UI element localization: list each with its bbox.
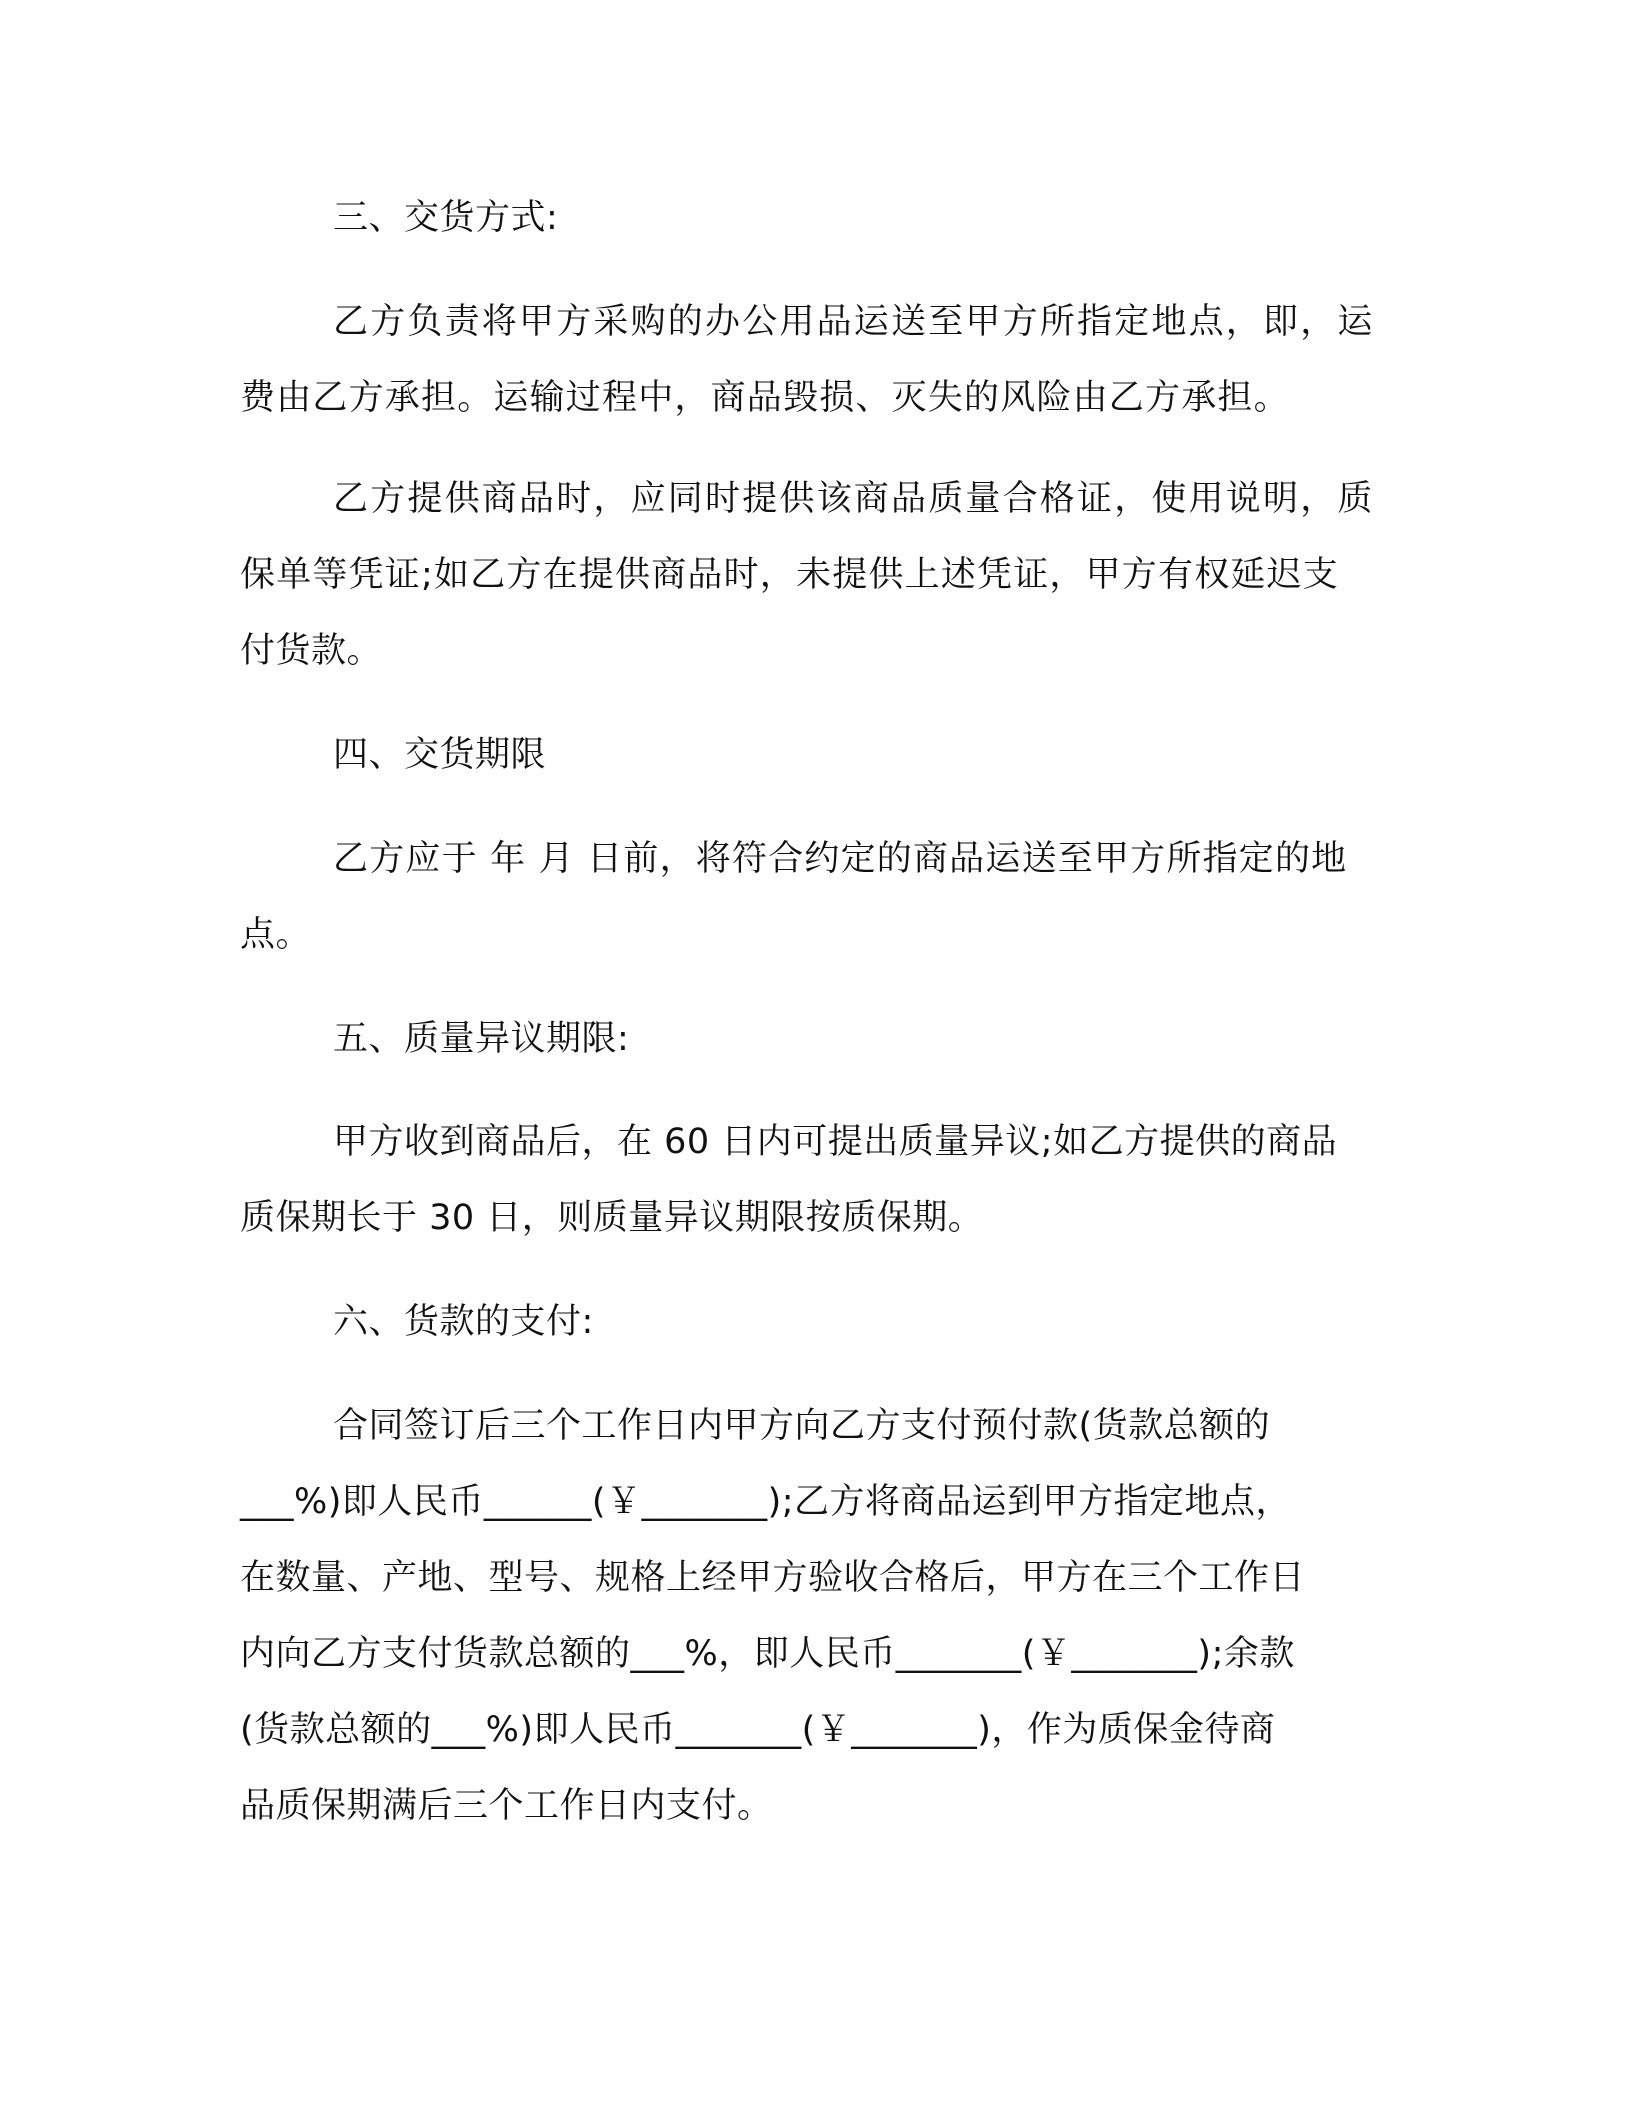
- section-3-paragraph-1-line-2: 费由乙方承担。运输过程中，商品毁损、灭失的风险由乙方承担。: [240, 378, 1290, 418]
- section-3-paragraph-2-line-1: 乙方提供商品时，应同时提供该商品质量合格证，使用说明，质: [333, 479, 1375, 519]
- section-6-heading: 六、货款的支付:: [333, 1302, 594, 1342]
- section-6-paragraph-1-line-5: (货款总额的___%)即人民币_______(￥_______)，作为质保金待商: [240, 1710, 1276, 1750]
- section-5-heading: 五、质量异议期限:: [333, 1019, 630, 1059]
- section-6-paragraph-1-line-4: 内向乙方支付货款总额的___%，即人民币_______(￥_______);余款: [240, 1634, 1295, 1674]
- section-4-paragraph-1-line-2: 点。: [240, 915, 312, 955]
- section-6-paragraph-1-line-3: 在数量、产地、型号、规格上经甲方验收合格后，甲方在三个工作日: [240, 1558, 1306, 1598]
- section-3-paragraph-2-line-2: 保单等凭证;如乙方在提供商品时，未提供上述凭证，甲方有权延迟支: [240, 555, 1339, 595]
- section-6-paragraph-1-line-1: 合同签订后三个工作日内甲方向乙方支付预付款(货款总额的: [333, 1406, 1271, 1446]
- section-6-paragraph-1-line-6: 品质保期满后三个工作日内支付。: [240, 1786, 773, 1826]
- section-4-heading: 四、交货期限: [333, 735, 547, 775]
- section-5-paragraph-1-line-1: 甲方收到商品后，在 60 日内可提出质量异议;如乙方提供的商品: [333, 1122, 1338, 1162]
- section-5-paragraph-1-line-2: 质保期长于 30 日，则质量异议期限按质保期。: [240, 1198, 984, 1238]
- section-3-paragraph-1-line-1: 乙方负责将甲方采购的办公用品运送至甲方所指定地点，即，运: [333, 302, 1375, 342]
- section-3-paragraph-2-line-3: 付货款。: [240, 631, 383, 671]
- section-3-heading: 三、交货方式:: [333, 198, 559, 238]
- section-4-paragraph-1-line-1: 乙方应于 年 月 日前，将符合约定的商品运送至甲方所指定的地: [333, 839, 1348, 879]
- section-6-paragraph-1-line-2: ___%)即人民币______(￥_______);乙方将商品运到甲方指定地点，: [240, 1482, 1292, 1522]
